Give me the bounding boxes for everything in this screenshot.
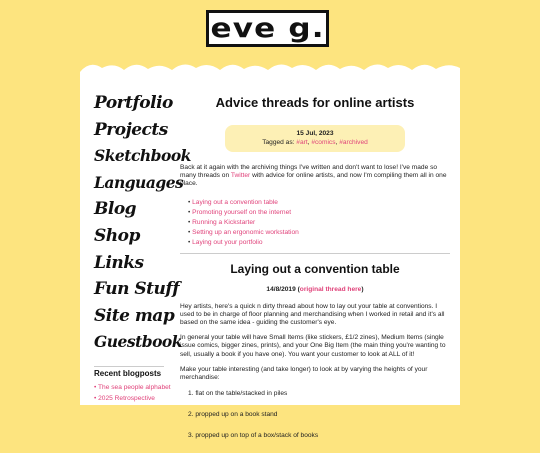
page-title: Advice threads for online artists [215,95,415,110]
paragraph: In general your table will have Small Items (like stickers, £1/2 zines), Medium Items (single issue comics, bigger zines, prints), and your One Big Item (the main thing you're wanting to sell, usually a book if you have one). You want your customer to look at ALL of it! [180,334,446,358]
content-page [80,72,460,440]
nav-shop[interactable]: Shop [94,225,140,246]
section-divider [180,253,450,254]
list-item: 3. propped up on top of a box/stack of books [188,432,319,440]
logo-text: eve g. [210,13,325,44]
toc-link-workstation[interactable]: Setting up an ergonomic workstation [192,228,299,236]
list-item [94,393,166,404]
toc-link-portfolio[interactable]: Laying out your portfolio [192,238,263,246]
section-date: 14/8/2019 [266,285,296,293]
list-item [94,382,171,393]
article [180,95,450,453]
nav-site-map[interactable]: Site map [94,305,175,326]
list-item: 1. flat on the table/stacked in piles [188,390,288,398]
section-title: Laying out a convention table [230,261,400,276]
recent-blogposts-heading: Recent blogposts [94,366,164,378]
tag-archived[interactable]: #archived [339,139,368,146]
nav-blog[interactable]: Blog [94,199,137,220]
list-item [188,198,450,208]
paragraph: Hey artists, here's a quick n dirty thread about how to lay out your table at conventions. I used to be in charge of floor planning and merchandising when I worked in retail and it's all based on the same idea - guiding the customer's eye. [180,302,445,327]
tag-art[interactable]: #art [296,139,308,146]
nav-fun-stuff[interactable]: Fun Stuff [94,279,180,300]
intro-paragraph [180,164,450,189]
tag-comics[interactable]: #comics [311,139,336,146]
sidebar [94,90,191,404]
twitter-link[interactable]: Twitter [230,172,251,180]
post-tags: Tagged as: #art, #comics, #archived [262,139,368,146]
section-date-line: 14/8/2019 (original thread here) [266,285,364,293]
post-meta [225,125,405,152]
height-steps-list [180,390,450,440]
intro-text-start: Back at it again with the archiving things I've written and don't want to lose! I've made so many threads on [180,164,438,180]
nav-languages[interactable]: Languages [94,172,184,192]
toc-link-kickstarter[interactable]: Running a Kickstarter [192,218,256,226]
nav-links[interactable]: Links [94,252,144,273]
original-thread-link[interactable]: original thread here [299,285,362,293]
list-item [188,238,450,248]
recent-post-link[interactable]: The sea people alphabet [98,383,171,391]
toc-link-promoting[interactable]: Promoting yourself on the internet [192,208,292,216]
list-item [188,228,450,238]
nav-guestbook[interactable]: Guestbook [94,332,183,352]
post-date: 15 Jul, 2023 [296,130,334,137]
nav-sketchbook[interactable]: Sketchbook [94,146,191,166]
nav-projects[interactable]: Projects [94,119,168,140]
list-item [188,208,450,218]
list-item: 2. propped up on a book stand [188,411,278,419]
list-item [188,218,450,228]
tags-label: Tagged as: [262,139,295,146]
toc-link-convention-table[interactable]: Laying out a convention table [192,198,278,206]
recent-blogposts-list [94,382,171,404]
intro-text-end: with advice for online artists, and now I'm compiling them all in one place. [180,172,447,188]
table-of-contents [180,198,450,248]
nav-portfolio[interactable]: Portfolio [94,93,173,113]
paragraph: Make your table interesting (and take longer) to look at by varying the heights of your merchandise: [180,365,428,382]
site-logo[interactable] [206,10,329,47]
recent-post-link[interactable]: 2025 Retrospective [98,394,155,402]
